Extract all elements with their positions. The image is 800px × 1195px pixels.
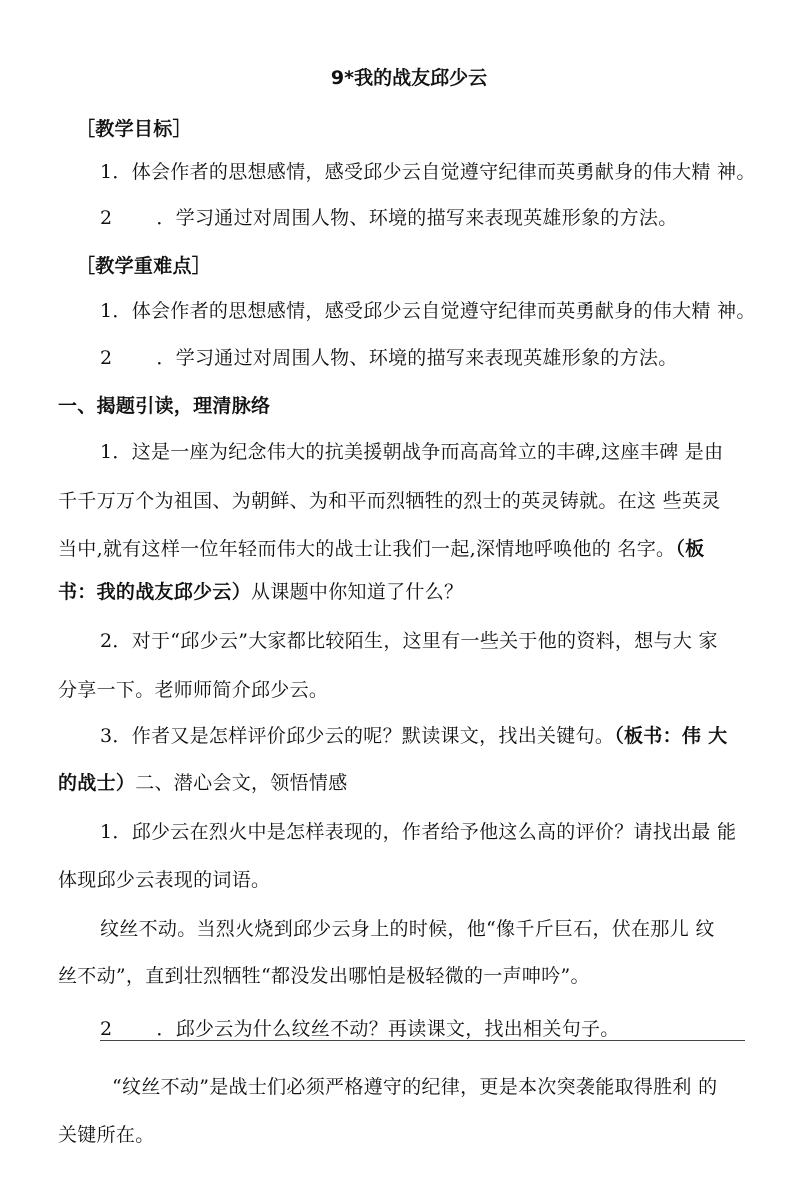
paragraph7-line1: “纹丝不动”是战士们必须严格遵守的纪律，更是本次突袭能取得胜利 的 <box>112 1076 718 1098</box>
paragraph3-line2 <box>58 771 748 795</box>
paragraph1-line4 <box>58 580 748 604</box>
paragraph2-line2: 分享一下。老师师简介邱少云。 <box>58 679 329 701</box>
paragraph3-line1 <box>100 724 748 748</box>
paragraph1-line4-text: 从课题中你知道了什么？ <box>251 581 464 603</box>
paragraph5-line1: 纹丝不动。当烈火烧到邱少云身上的时候，他“像千斤巨石，伏在那儿 纹 <box>100 918 715 940</box>
paragraph4-line2: 体现邱少云表现的词语。 <box>58 869 271 891</box>
part2-heading: 二、潜心会文，领悟情感 <box>135 772 348 794</box>
paragraph1-line3 <box>58 537 748 561</box>
goal-item-2-number: 2 <box>100 207 113 229</box>
paragraph1-line1: 1．这是一座为纪念伟大的抗美援朝战争而高高耸立的丰碑,这座丰碑 是由 <box>100 441 724 463</box>
paragraph3-line1-text: 3．作者又是怎样评价邱少云的呢？默读课文，找出关键句。 <box>100 725 615 747</box>
paragraph6-number: 2 <box>100 1018 113 1040</box>
goal-item-1: 1．体会作者的思想感情，感受邱少云自觉遵守纪律而英勇献身的伟大精 神。 <box>100 161 756 183</box>
paragraph3-line2-bold: 的战士） <box>58 772 136 794</box>
paragraph1-line4-bold: 书：我的战友邱少云） <box>58 581 252 603</box>
paragraph1-line3-bold: （板 <box>675 538 705 560</box>
paragraph7-line2: 关键所在。 <box>58 1124 155 1146</box>
paragraph1-line2: 千千万万个为祖国、为朝鲜、为和平而烈牺牲的烈士的英灵铸就。在这 些英灵 <box>58 490 721 512</box>
paragraph6-text: ．邱少云为什么纹丝不动？再读课文，找出相关句子。 <box>156 1018 620 1040</box>
key-item-2 <box>100 346 790 370</box>
goal-item-2-text: ．学习通过对周围人物、环境的描写来表现英雄形象的方法。 <box>156 207 678 229</box>
paragraph1-line3-text: 当中,就有这样一位年轻而伟大的战士让我们一起,深情地呼唤他的 名字。 <box>58 538 676 560</box>
paragraph5-line2: 丝不动”，直到壮烈牺牲“都没发出哪怕是极轻微的一声呻吟”。 <box>58 965 590 987</box>
key-item-1: 1．体会作者的思想感情，感受邱少云自觉遵守纪律而英勇献身的伟大精 神。 <box>100 300 756 322</box>
goal-item-2 <box>100 206 790 230</box>
key-item-2-text: ．学习通过对周围人物、环境的描写来表现英雄形象的方法。 <box>156 347 678 369</box>
goals-heading: ［教学目标］ <box>76 118 192 140</box>
part1-heading: 一、揭题引读，理清脉络 <box>58 395 271 417</box>
key-item-2-number: 2 <box>100 347 113 369</box>
underline-divider <box>100 1040 745 1041</box>
paragraph4-line1: 1．邱少云在烈火中是怎样表现的，作者给予他这么高的评价？请找出最 能 <box>100 821 737 843</box>
paragraph3-line1-bold: （板书：伟 大 <box>614 725 728 747</box>
key-points-heading: ［教学重难点］ <box>76 255 212 277</box>
page-title: 9*我的战友邱少云 <box>330 67 488 89</box>
paragraph2-line1: 2．对于“邱少云”大家都比较陌生，这里有一些关于他的资料，想与大 家 <box>100 630 718 652</box>
paragraph6 <box>100 1017 790 1041</box>
